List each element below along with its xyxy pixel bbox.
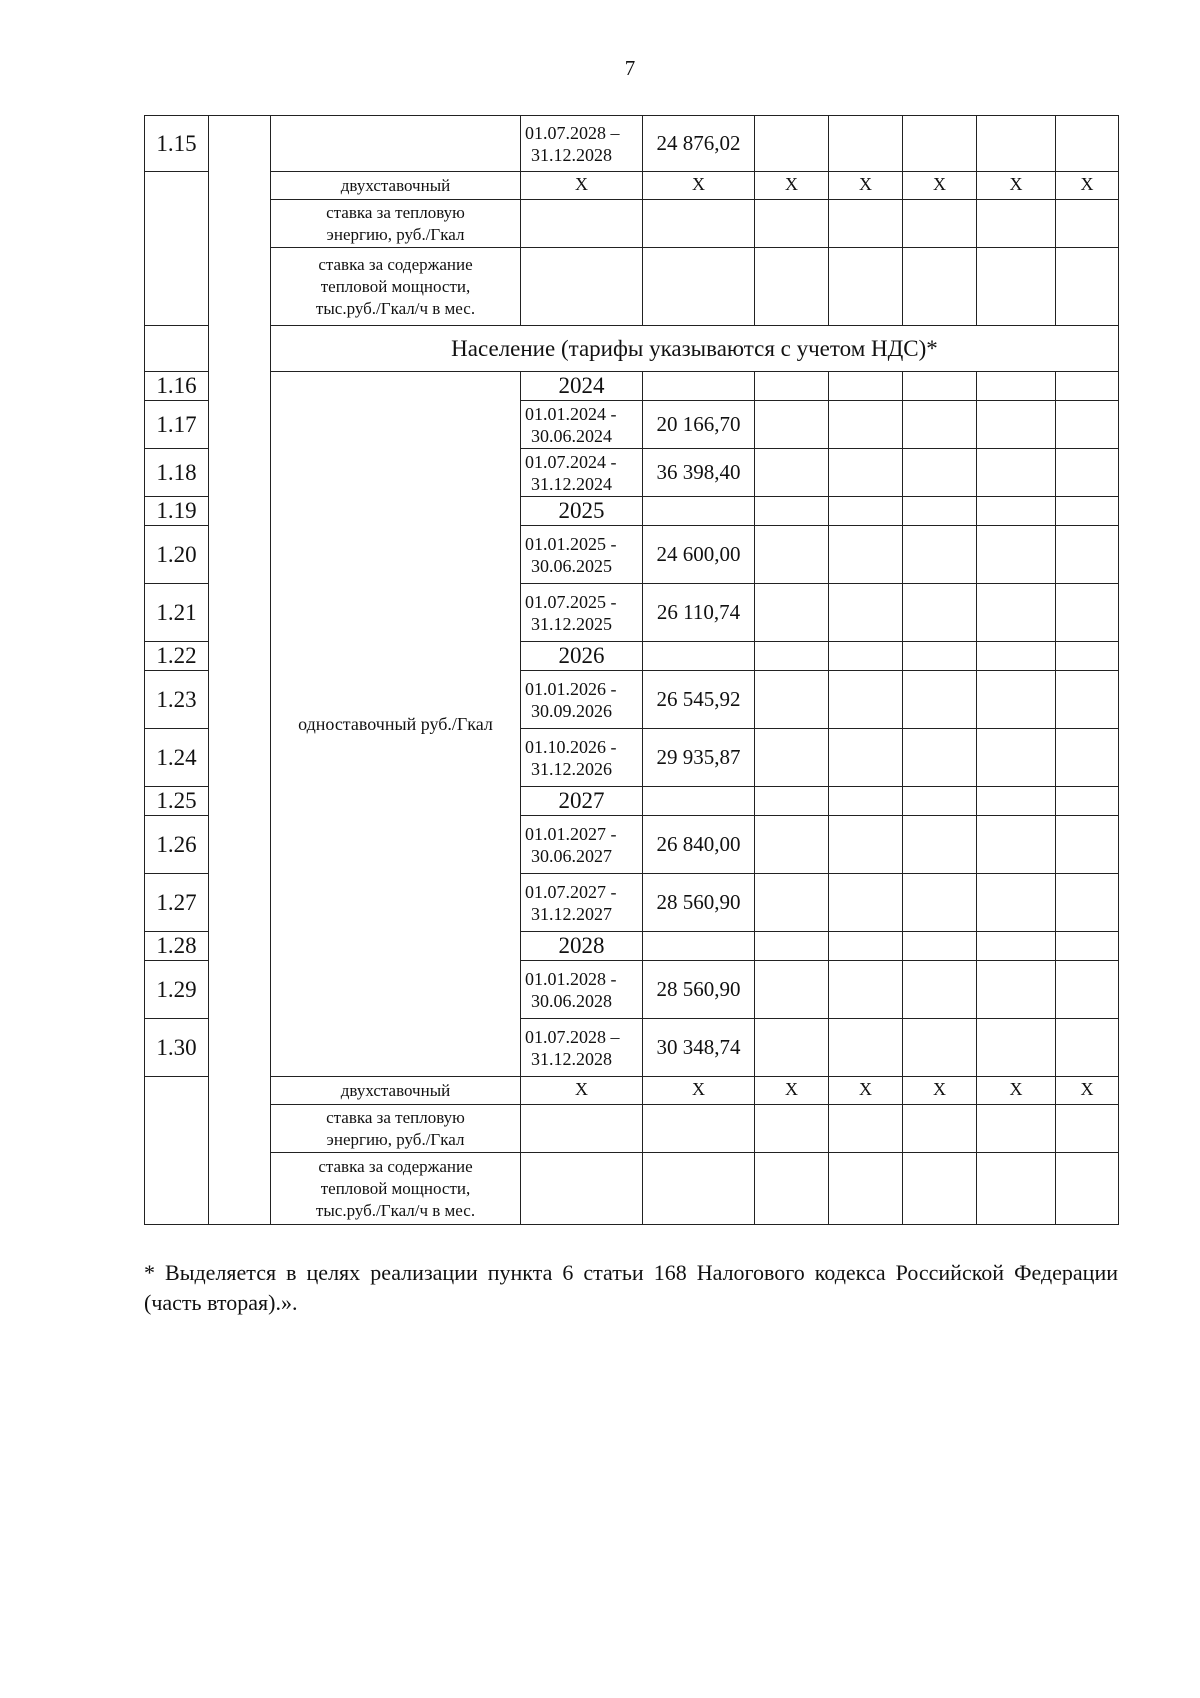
empty-cell [271,116,521,172]
period-cell: 01.07.2025 - 31.12.2025 [521,584,643,642]
tariff-value: 28 560,90 [643,874,755,932]
tariff-value: 24 600,00 [643,526,755,584]
rate-energy-label: ставка за тепловую энергию, руб./Гкал [271,200,521,248]
rate-energy-row [145,200,1119,248]
x-mark: X [903,172,977,200]
x-mark: X [829,1077,903,1105]
x-mark: X [829,172,903,200]
row-number: 1.23 [145,671,209,729]
year-cell: 2026 [521,642,643,671]
year-cell: 2025 [521,497,643,526]
table-row [145,116,1119,172]
row-number: 1.21 [145,584,209,642]
period-cell: 01.07.2024 - 31.12.2024 [521,449,643,497]
year-cell: 2028 [521,932,643,961]
two-rate-row [145,172,1119,200]
x-mark: X [521,172,643,200]
x-mark: X [643,1077,755,1105]
rate-energy-row [145,1105,1119,1153]
tariff-value: 28 560,90 [643,961,755,1019]
x-mark: X [755,172,829,200]
two-rate-label: двухставочный [271,1077,521,1105]
period-cell: 01.01.2027 - 30.06.2027 [521,816,643,874]
row-number: 1.15 [145,116,209,172]
empty-number-cell [145,326,209,372]
tariff-value: 20 166,70 [643,401,755,449]
x-mark: X [755,1077,829,1105]
row-number: 1.22 [145,642,209,671]
year-cell: 2024 [521,372,643,401]
period-cell: 01.01.2028 - 30.06.2028 [521,961,643,1019]
x-mark: X [1056,1077,1119,1105]
rate-capacity-label: ставка за содержание тепловой мощности, тыс.руб./Гкал/ч в мес. [271,248,521,326]
footnote: * Выделяется в целях реализации пункта 6 статьи 168 Налогового кодекса Российской Федерации (часть вторая).». [144,1260,1118,1315]
table-row [145,372,1119,401]
row-number: 1.28 [145,932,209,961]
period-cell: 01.07.2028 – 31.12.2028 [521,116,643,172]
section-row [145,326,1119,372]
empty-number-cell [145,1077,209,1225]
rate-capacity-row [145,248,1119,326]
row-number: 1.30 [145,1019,209,1077]
period-cell: 01.07.2027 - 31.12.2027 [521,874,643,932]
tariff-table [144,115,1119,1225]
x-mark: X [1056,172,1119,200]
x-mark: X [977,172,1056,200]
row-number: 1.27 [145,874,209,932]
row-number: 1.16 [145,372,209,401]
empty-number-cell [145,172,209,326]
rate-capacity-label: ставка за содержание тепловой мощности, тыс.руб./Гкал/ч в мес. [271,1153,521,1225]
two-rate-row [145,1077,1119,1105]
row-number: 1.20 [145,526,209,584]
period-cell: 01.01.2024 - 30.06.2024 [521,401,643,449]
tariff-value: 26 840,00 [643,816,755,874]
row-number: 1.18 [145,449,209,497]
x-mark: X [643,172,755,200]
year-cell: 2027 [521,787,643,816]
tariff-value: 26 110,74 [643,584,755,642]
page-number: 7 [624,56,636,80]
section-title: Население (тарифы указываются с учетом НДС)* [271,326,1119,372]
row-number: 1.17 [145,401,209,449]
period-cell: 01.01.2026 - 30.09.2026 [521,671,643,729]
row-number: 1.25 [145,787,209,816]
tariff-value: 26 545,92 [643,671,755,729]
x-mark: X [977,1077,1056,1105]
row-number: 1.24 [145,729,209,787]
row-number: 1.26 [145,816,209,874]
two-rate-label: двухставочный [271,172,521,200]
tariff-value: 30 348,74 [643,1019,755,1077]
tariff-value: 24 876,02 [643,116,755,172]
period-cell: 01.07.2028 – 31.12.2028 [521,1019,643,1077]
x-mark: X [521,1077,643,1105]
rate-energy-label: ставка за тепловую энергию, руб./Гкал [271,1105,521,1153]
blank-column-cell [209,116,271,1225]
period-cell: 01.01.2025 - 30.06.2025 [521,526,643,584]
single-rate-label: одноставочный руб./Гкал [271,372,521,1077]
tariff-value: 29 935,87 [643,729,755,787]
row-number: 1.29 [145,961,209,1019]
x-mark: X [903,1077,977,1105]
rate-capacity-row [145,1153,1119,1225]
row-number: 1.19 [145,497,209,526]
tariff-value: 36 398,40 [643,449,755,497]
period-cell: 01.10.2026 - 31.12.2026 [521,729,643,787]
